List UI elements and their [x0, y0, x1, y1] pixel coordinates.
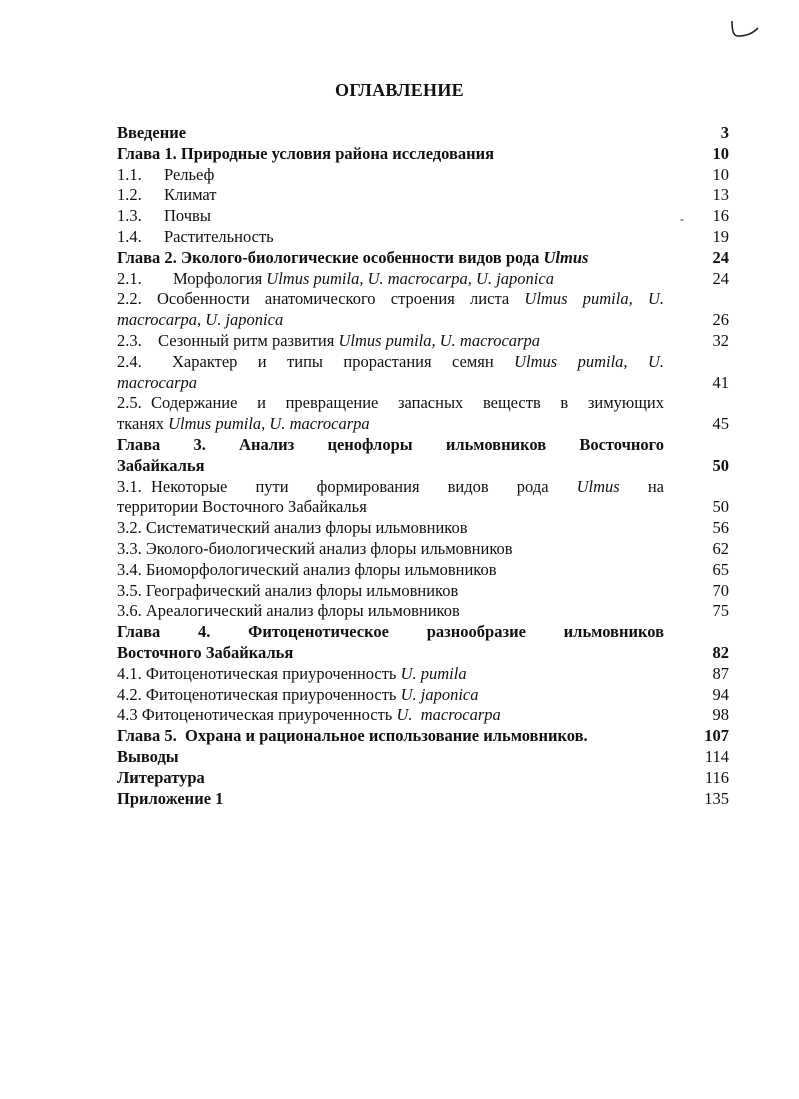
toc-entry-3-5: 3.5. Географический анализ флоры ильмовников 70: [117, 580, 729, 600]
page-number: 10: [712, 143, 729, 163]
page-number: 41: [712, 372, 729, 392]
toc-entry-2-4: 2.4. Характер и типы прорастания семян Ulmus pumila, U. macrocarpa 41: [117, 351, 729, 392]
page-number: 98: [712, 705, 729, 725]
toc-entry-3-6: 3.6. Ареалогический анализ флоры ильмовников 75: [117, 601, 729, 621]
toc-entry-3-2: 3.2. Систематический анализ флоры ильмовников 56: [117, 518, 729, 538]
toc-entry-chapter-1: Глава 1. Природные условия района исследования 10: [117, 143, 729, 163]
page-number: 19: [712, 226, 729, 246]
toc-entry-conclusions: Выводы 114: [117, 746, 729, 766]
toc-entry-1-1: 1.1. Рельеф 10: [117, 164, 729, 184]
page-number: 114: [704, 746, 729, 766]
toc-entry-appendix: Приложение 1 135: [117, 788, 729, 808]
toc-entry-1-3: 1.3. Почвы 16: [117, 206, 729, 226]
page-number: 65: [712, 559, 729, 579]
stray-mark: -: [680, 212, 684, 226]
page-number: 56: [712, 518, 729, 538]
toc-entry-4-2: 4.2. Фитоценотическая приуроченность U. japonica 94: [117, 684, 729, 704]
toc-entry-2-3: 2.3. Сезонный ритм развития Ulmus pumila, U. macrocarpa 32: [117, 330, 729, 350]
page-number: 26: [712, 310, 729, 330]
page-number: 24: [712, 247, 729, 267]
toc-entry-2-2: 2.2. Особенности анатомического строения листа Ulmus pumila, U. macrocarpa, U. japonica 26: [117, 289, 729, 330]
page-number: 45: [712, 414, 729, 434]
toc-entry-4-3: 4.3 Фитоценотическая приуроченность U. macrocarpa 98: [117, 705, 729, 725]
page-number: 3: [720, 123, 729, 142]
page-number: 135: [704, 788, 729, 808]
page-number: 50: [712, 497, 729, 517]
page-number: 94: [712, 684, 729, 704]
toc-entry-chapter-4: Глава 4. Фитоценотическое разнообразие ильмовников Восточного Забайкалья 82: [117, 622, 729, 662]
page-number: 16: [712, 206, 729, 226]
toc-entry-2-5: 2.5. Содержание и превращение запасных веществ в зимующих тканях Ulmus pumila, U. macrocarpa 45: [117, 393, 729, 434]
page-number: 50: [712, 455, 729, 475]
table-of-contents: [117, 123, 729, 809]
page-number: 87: [712, 663, 729, 683]
page-title: ОГЛАВЛЕНИЕ: [335, 80, 464, 100]
toc-entry-3-3: 3.3. Эколого-биологический анализ флоры ильмовников 62: [117, 538, 729, 558]
toc-entry-literature: Литература 116: [117, 767, 729, 787]
toc-entry-chapter-5: Глава 5. Охрана и рациональное использование ильмовников. 107: [117, 726, 729, 746]
toc-entry-chapter-3: Глава 3. Анализ ценофлоры ильмовников Восточного Забайкалья 50: [117, 434, 729, 475]
page-number: 82: [712, 642, 729, 662]
toc-entry-3-1: 3.1. Некоторые пути формирования видов рода Ulmus на территории Восточного Забайкалья 50: [117, 476, 729, 517]
page-number: 116: [704, 767, 729, 787]
handwritten-mark: [728, 16, 762, 42]
toc-entry-4-1: 4.1. Фитоценотическая приуроченность U. pumila 87: [117, 663, 729, 683]
page-number: 32: [712, 330, 729, 350]
page-number: 24: [712, 268, 729, 288]
page-number: 75: [712, 601, 729, 621]
toc-entry-intro: Введение 3: [117, 123, 729, 142]
toc-entry-1-4: 1.4. Растительность 19: [117, 226, 729, 246]
toc-entry-2-1: 2.1. Морфология Ulmus pumila, U. macrocarpa, U. japonica 24: [117, 268, 729, 288]
toc-entry-1-2: 1.2. Климат 13: [117, 185, 729, 205]
toc-entry-3-4: 3.4. Биоморфологический анализ флоры ильмовников 65: [117, 559, 729, 579]
page-number: 107: [704, 726, 729, 746]
page-number: 70: [712, 580, 729, 600]
page-number: 10: [712, 164, 729, 184]
page-number: 62: [712, 538, 729, 558]
page-number: 13: [712, 185, 729, 205]
toc-entry-chapter-2: Глава 2. Эколого-биологические особенности видов рода Ulmus 24: [117, 247, 729, 267]
